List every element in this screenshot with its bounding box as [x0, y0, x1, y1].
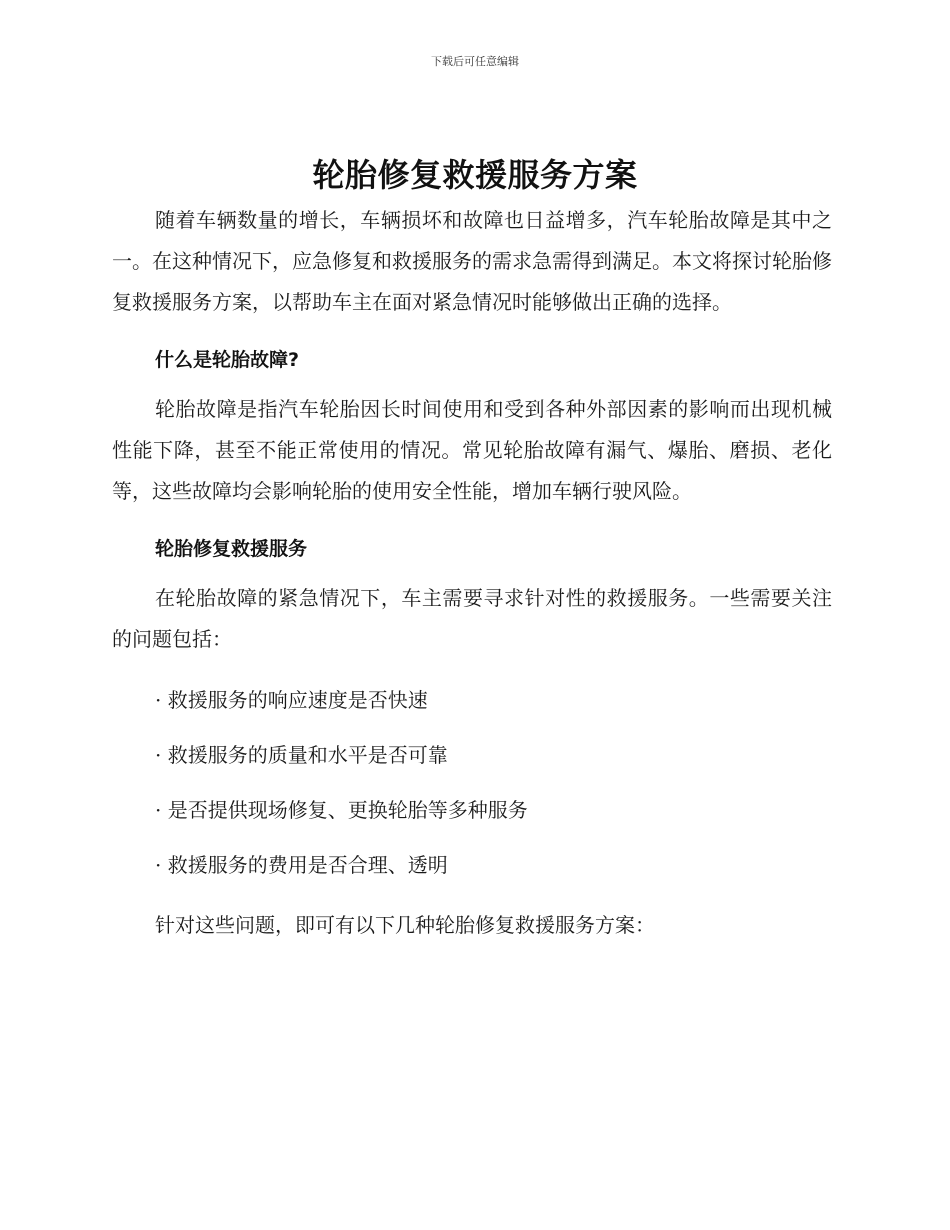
section-heading-rescue-service: 轮胎修复救援服务	[155, 538, 308, 560]
document-body	[112, 200, 832, 946]
closing-paragraph: 针对这些问题，即可有以下几种轮胎修复救援服务方案：	[155, 913, 655, 937]
list-item: · 是否提供现场修复、更换轮胎等多种服务	[155, 798, 528, 822]
section-body-rescue-service: 在轮胎故障的紧急情况下，车主需要寻求针对性的救援服务。一些需要关注的问题包括：	[112, 586, 832, 651]
section-heading-tire-failure: 什么是轮胎故障?	[155, 349, 300, 371]
header-note: 下载后可任意编辑	[431, 55, 519, 68]
list-item: · 救援服务的质量和水平是否可靠	[155, 743, 448, 767]
intro-paragraph: 随着车辆数量的增长，车辆损坏和故障也日益增多，汽车轮胎故障是其中之一。在这种情况下，应急修复和救援服务的需求急需得到满足。本文将探讨轮胎修复救援服务方案，以帮助车主在面对紧急情况时能够做出正确的选择。	[112, 208, 832, 314]
section-body-tire-failure: 轮胎故障是指汽车轮胎因长时间使用和受到各种外部因素的影响而出现机械性能下降，甚至不能正常使用的情况。常见轮胎故障有漏气、爆胎、磨损、老化等，这些故障均会影响轮胎的使用安全性能，增加车辆行驶风险。	[112, 397, 832, 503]
document-title: 轮胎修复救援服务方案	[312, 156, 638, 194]
list-item: · 救援服务的响应速度是否快速	[155, 688, 428, 712]
list-item: · 救援服务的费用是否合理、透明	[155, 853, 448, 877]
